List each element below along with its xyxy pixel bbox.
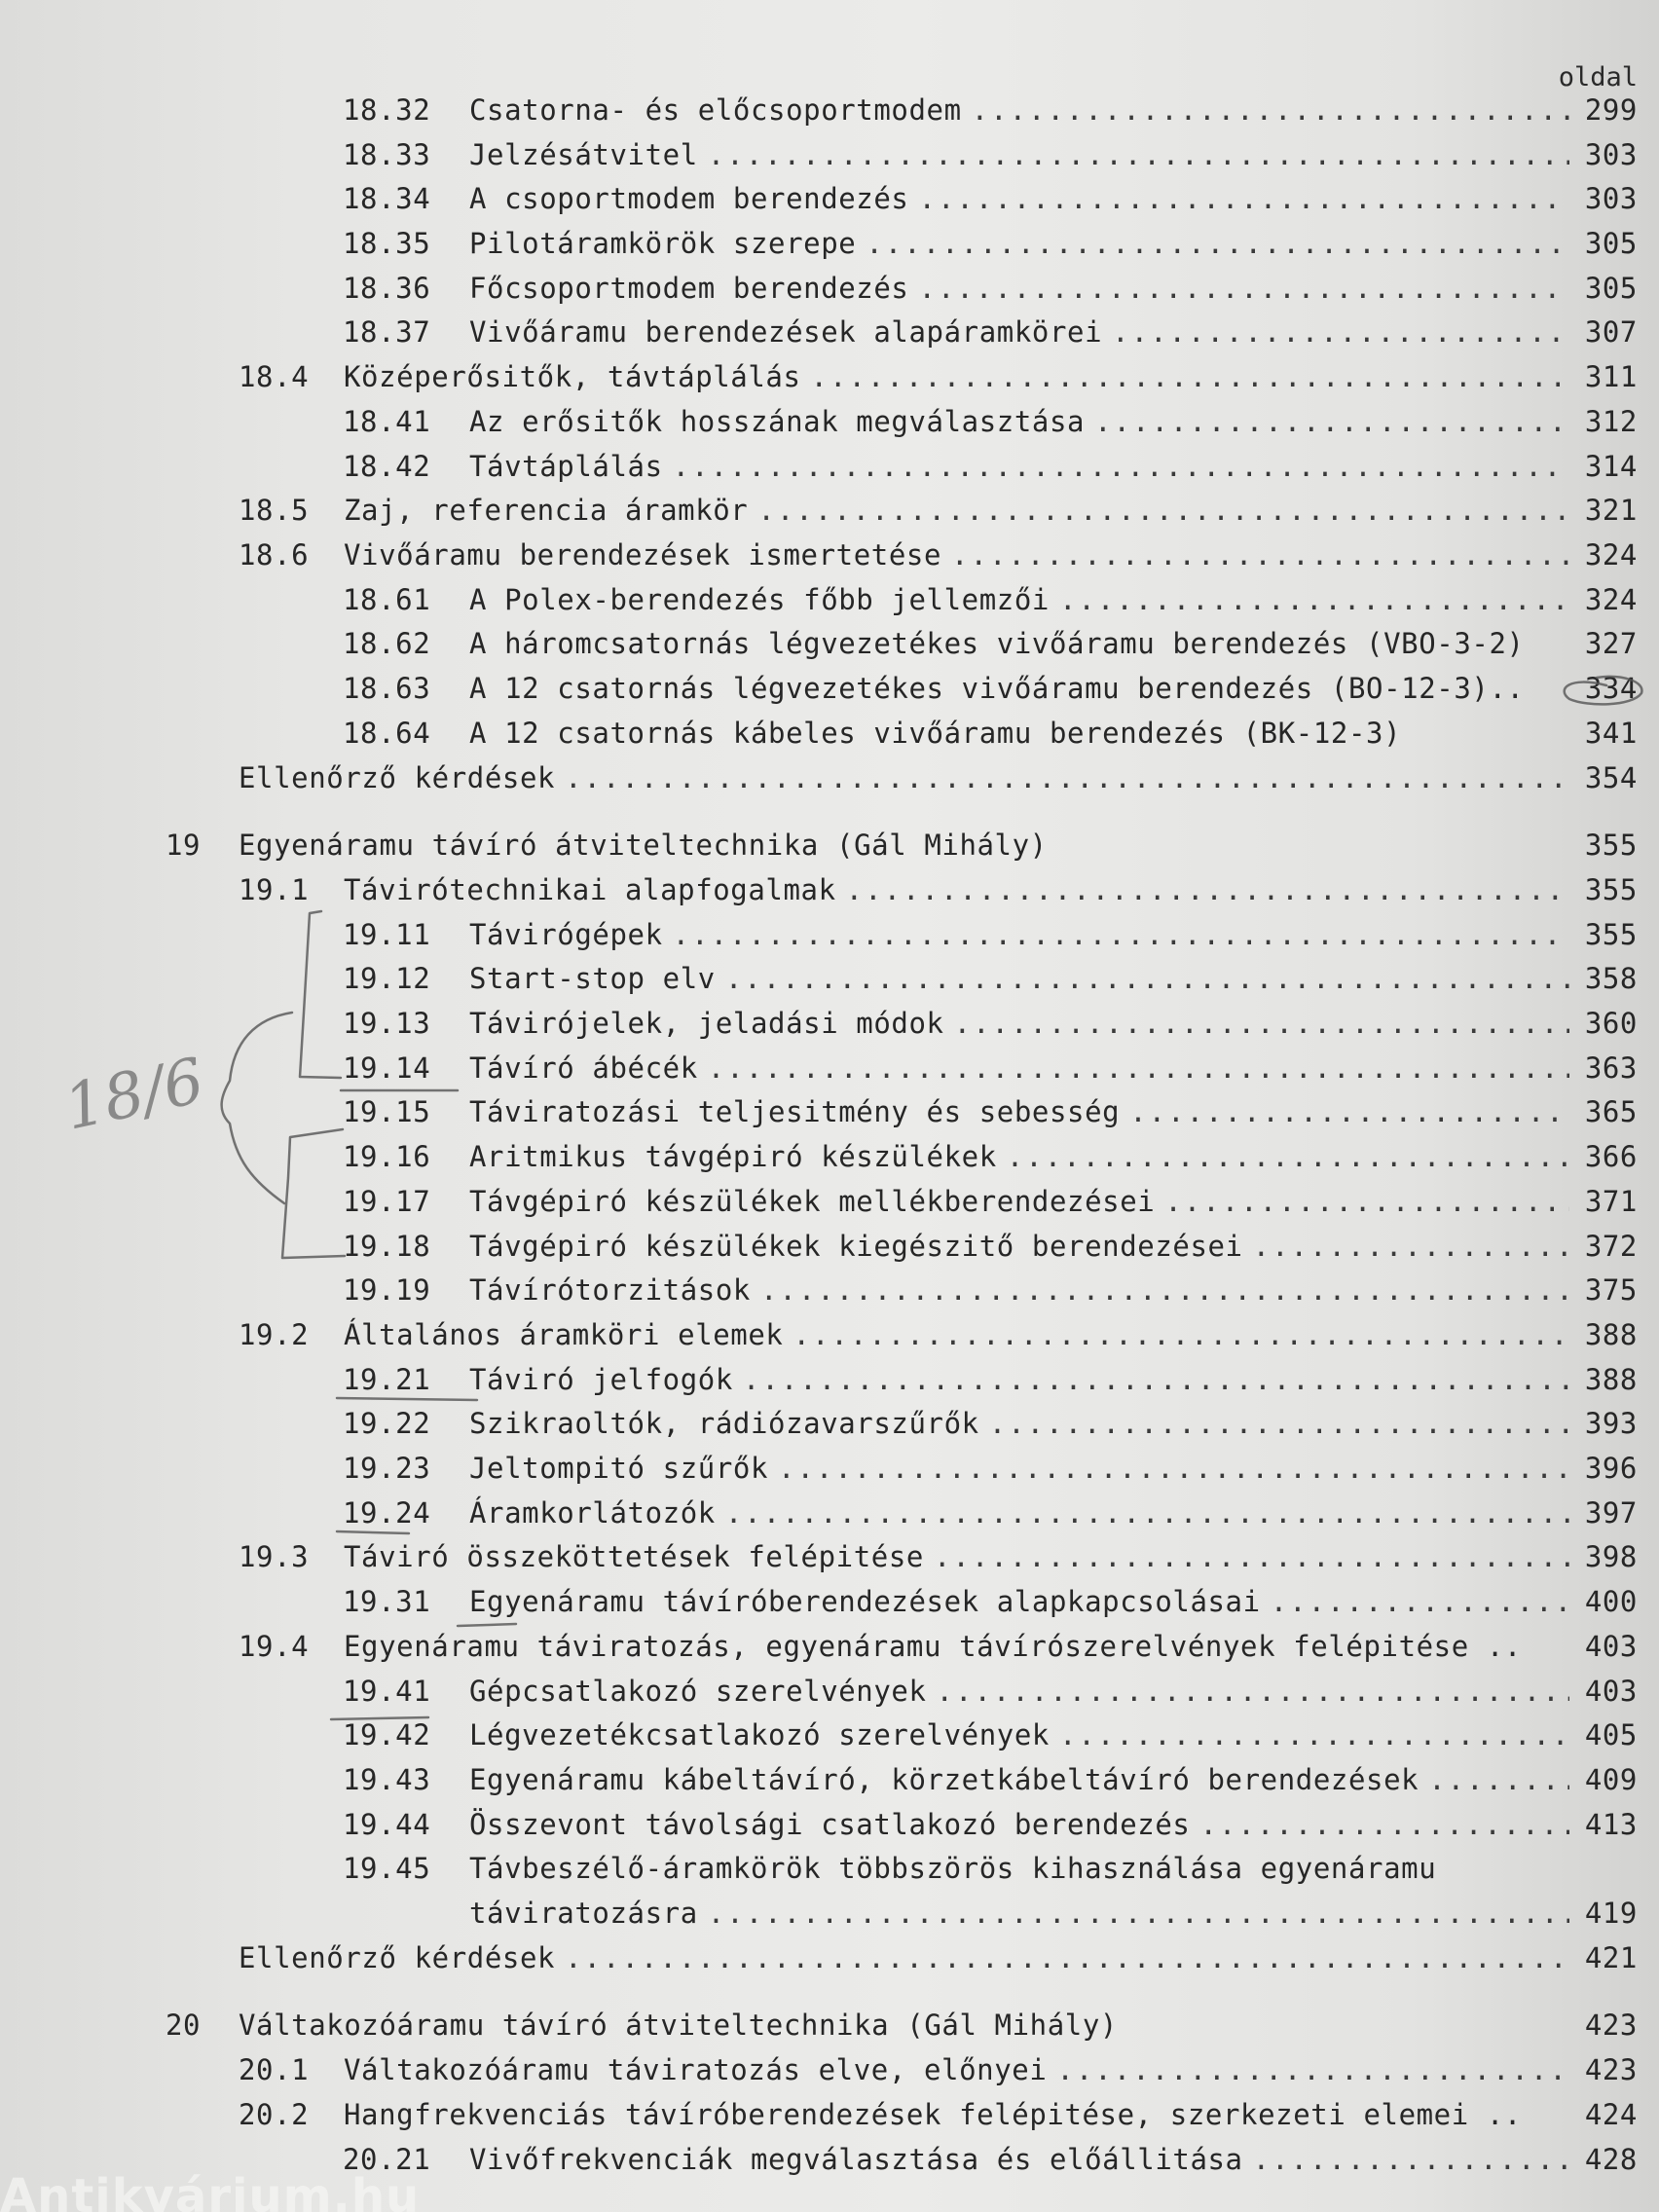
toc-entry-page: 305: [1584, 272, 1638, 305]
toc-entry-title: Egyenáramu távíró átviteltechnika (Gál Mihály): [239, 829, 1048, 862]
toc-entry-number: 19.19: [343, 1273, 431, 1307]
toc-entry-page: 324: [1584, 583, 1638, 616]
circle-mark: [1565, 677, 1642, 704]
toc-entry-number: 19.2: [239, 1318, 310, 1351]
toc-entry-title: Vivőáramu berendezések alapáramkörei: [469, 315, 1103, 349]
toc-entry-title: Légvezetékcsatlakozó szerelvények: [469, 1718, 1050, 1751]
toc-entry-page: 388: [1584, 1318, 1638, 1351]
toc-entry-number: 20.1: [239, 2053, 310, 2086]
toc-entry-title: Egyenáramu távíróberendezések alapkapcsolásai: [469, 1585, 1261, 1618]
toc-entry-page: 354: [1584, 761, 1638, 794]
toc-entry-title: Távirójelek, jeladási módok: [469, 1007, 944, 1040]
toc-entry-number: 18.5: [239, 494, 310, 527]
toc-entry-number: 19.31: [343, 1585, 431, 1618]
toc-entry-title: Gépcsatlakozó szerelvények: [469, 1675, 927, 1708]
toc-entry-title: Táviró összeköttetések felépitése: [344, 1540, 924, 1573]
toc-entry-title: A háromcsatornás légvezetékes vivőáramu berendezés (VBO-3-2): [469, 627, 1525, 660]
toc-entry-title: Ellenőrző kérdések: [239, 1941, 556, 1974]
toc-entry-number: 20.2: [239, 2098, 310, 2131]
toc-entry-page: 405: [1584, 1718, 1638, 1751]
toc-entry-title: Vivőáramu berendezések ismertetése: [344, 538, 942, 571]
toc-entry-page: 358: [1584, 962, 1638, 995]
toc-entry-number: 18.6: [239, 538, 310, 571]
toc-entry-title: A csoportmodem berendezés: [469, 182, 909, 215]
toc-entry-page: 398: [1584, 1540, 1638, 1573]
toc-entry-title: Középerősitők, távtáplálás: [344, 360, 801, 393]
toc-entry-page: 363: [1584, 1051, 1638, 1085]
toc-entry-title: Csatorna- és előcsoportmodem: [469, 93, 962, 127]
toc-entry-page: 303: [1584, 138, 1638, 171]
toc-entry-page: 334: [1584, 672, 1638, 705]
toc-entry-page: 307: [1584, 315, 1638, 349]
toc-entry-page: 314: [1584, 450, 1638, 483]
toc-entry-title: Váltakozóáramu távíró átviteltechnika (Gál Mihály): [239, 2009, 1118, 2042]
toc-entry-page: 303: [1584, 182, 1638, 215]
toc-entry-number: 19.24: [343, 1496, 431, 1530]
toc-entry-number: 19.3: [239, 1540, 310, 1573]
toc-entry-page: 371: [1584, 1185, 1638, 1218]
toc-entry-page: 312: [1584, 405, 1638, 438]
toc-entry-page: 355: [1584, 829, 1638, 862]
toc-entry-number: 19.13: [343, 1007, 431, 1040]
toc-entry-number: 19.1: [239, 873, 310, 906]
toc-entry-page: 409: [1584, 1763, 1638, 1796]
toc-entry-number: 20: [166, 2009, 202, 2042]
toc-entry-title: Távirótechnikai alapfogalmak: [344, 873, 836, 906]
toc-entry-page: 403: [1584, 1675, 1638, 1708]
toc-entry-title: Egyenáramu táviratozás, egyenáramu távírószerelvények felépitése ..: [344, 1630, 1522, 1663]
toc-entry-page: 324: [1584, 538, 1638, 571]
toc-entry-page: 321: [1584, 494, 1638, 527]
toc-entry-page: 341: [1584, 717, 1638, 750]
underline-mark: [337, 1398, 477, 1400]
toc-entry-page: 305: [1584, 227, 1638, 260]
toc-entry-number: 18.64: [343, 717, 431, 750]
toc-entry-title: A 12 csatornás légvezetékes vivőáramu berendezés (BO-12-3)..: [469, 672, 1525, 705]
toc-entry-page: 327: [1584, 627, 1638, 660]
toc-entry-title: Ellenőrző kérdések: [239, 761, 556, 794]
toc-entry-page: 423: [1584, 2009, 1638, 2042]
toc-entry-page: 365: [1584, 1095, 1638, 1128]
toc-entry-title: Vivőfrekvenciák megválasztása és előállitása: [469, 2143, 1243, 2176]
toc-entry-number: 18.42: [343, 450, 431, 483]
toc-entry-title: Váltakozóáramu táviratozás elve, előnyei: [344, 2053, 1048, 2086]
toc-entry-number: 19.45: [343, 1852, 431, 1885]
toc-entry-number: 18.36: [343, 272, 431, 305]
toc-entry-number: 18.61: [343, 583, 431, 616]
toc-entry-number: 18.34: [343, 182, 431, 215]
toc-entry-number: 19.41: [343, 1675, 431, 1708]
toc-entry-title: Távtáplálás: [469, 450, 663, 483]
toc-entry-number: 18.33: [343, 138, 431, 171]
toc-entry-number: 19.42: [343, 1718, 431, 1751]
toc-entry-page: 423: [1584, 2053, 1638, 2086]
toc-entry-number: 18.35: [343, 227, 431, 260]
toc-entry-title: Hangfrekvenciás távíróberendezések felépitése, szerkezeti elemei ..: [344, 2098, 1522, 2131]
toc-entry-title: Szikraoltók, rádiózavarszűrők: [469, 1407, 979, 1440]
watermark-text: Antikvárium.hu: [0, 2169, 421, 2212]
margin-note: 18/6: [57, 1045, 210, 1145]
toc-entry-page: 396: [1584, 1452, 1638, 1485]
toc-entry-number: 19.4: [239, 1630, 310, 1663]
toc-entry-title: táviratozásra: [469, 1897, 698, 1930]
toc-entry-number: 19.22: [343, 1407, 431, 1440]
toc-entry-title: Távirógépek: [469, 918, 663, 951]
bracket-mark: [282, 1129, 345, 1258]
toc-entry-title: Jeltompitó szűrők: [469, 1452, 769, 1485]
toc-entry-title: Aritmikus távgépiró készülékek: [469, 1140, 997, 1173]
toc-entry-title: Távírótorzitások: [469, 1273, 751, 1307]
toc-entry-page: 428: [1584, 2143, 1638, 2176]
toc-entry-page: 400: [1584, 1585, 1638, 1618]
toc-entry-title: Általános áramköri elemek: [344, 1318, 784, 1351]
toc-entry-page: 299: [1584, 93, 1638, 127]
toc-entry-page: 366: [1584, 1140, 1638, 1173]
toc-entry-page: 355: [1584, 873, 1638, 906]
underline-mark: [337, 1531, 409, 1533]
page-column-label: oldal: [1558, 62, 1638, 92]
toc-entry-page: 372: [1584, 1230, 1638, 1263]
toc-entry-page: 424: [1584, 2098, 1638, 2131]
underline-mark: [458, 1624, 516, 1626]
toc-entry-title: Az erősitők hosszának megválasztása: [469, 405, 1086, 438]
toc-entry-title: Távíró ábécék: [469, 1051, 698, 1085]
toc-entry-number: 18.37: [343, 315, 431, 349]
toc-entry-number: 20.21: [343, 2143, 431, 2176]
toc-entry-number: 19.18: [343, 1230, 431, 1263]
brace-mark: [222, 1013, 292, 1203]
toc-entry-number: 19.15: [343, 1095, 431, 1128]
toc-entry-number: 19.11: [343, 918, 431, 951]
toc-entry-title: Áramkorlátozók: [469, 1496, 716, 1530]
toc-entry-number: 18.63: [343, 672, 431, 705]
toc-entry-title: Start-stop elv: [469, 962, 716, 995]
toc-entry-number: 18.62: [343, 627, 431, 660]
toc-entry-number: 19.12: [343, 962, 431, 995]
toc-entry-page: 419: [1584, 1897, 1638, 1930]
toc-entry-number: 19.44: [343, 1808, 431, 1841]
toc-entry-number: 19.43: [343, 1763, 431, 1796]
toc-entry-title: A Polex-berendezés főbb jellemzői: [469, 583, 1050, 616]
toc-entry-number: 19.16: [343, 1140, 431, 1173]
toc-entry-page: 388: [1584, 1363, 1638, 1396]
toc-entry-number: 18.41: [343, 405, 431, 438]
underline-mark: [331, 1717, 428, 1719]
toc-entry-number: 19: [166, 829, 202, 862]
toc-entry-title: Távbeszélő-áramkörök többszörös kihasználása egyenáramu: [469, 1852, 1437, 1885]
toc-entry-title: Táviratozási teljesitmény és sebesség: [469, 1095, 1121, 1128]
toc-entry-page: 355: [1584, 918, 1638, 951]
toc-entry-number: 19.23: [343, 1452, 431, 1485]
toc-entry-number: 18.32: [343, 93, 431, 127]
toc-entry-page: 397: [1584, 1496, 1638, 1530]
toc-entry-title: Táviró jelfogók: [469, 1363, 733, 1396]
toc-entry-number: 19.21: [343, 1363, 431, 1396]
toc-entry-title: Összevont távolsági csatlakozó berendezés: [469, 1808, 1191, 1841]
toc-entry-title: Távgépiró készülékek kiegészitő berendezései: [469, 1230, 1243, 1263]
toc-entry-title: Zaj, referencia áramkör: [344, 494, 749, 527]
toc-entry-page: 413: [1584, 1808, 1638, 1841]
toc-entry-title: Távgépiró készülékek mellékberendezései: [469, 1185, 1156, 1218]
toc-entry-title: Egyenáramu kábeltávíró, körzetkábeltávíró berendezések: [469, 1763, 1419, 1796]
toc-entry-page: 403: [1584, 1630, 1638, 1663]
toc-entry-number: 19.14: [343, 1051, 431, 1085]
toc-entry-title: A 12 csatornás kábeles vivőáramu berendezés (BK-12-3): [469, 717, 1402, 750]
toc-entry-title: Pilotáramkörök szerepe: [469, 227, 857, 260]
toc-entry-title: Főcsoportmodem berendezés: [469, 272, 909, 305]
toc-entry-page: 360: [1584, 1007, 1638, 1040]
toc-entry-page: 421: [1584, 1941, 1638, 1974]
toc-entry-page: 375: [1584, 1273, 1638, 1307]
toc-entry-number: 19.17: [343, 1185, 431, 1218]
bracket-mark: [300, 911, 341, 1078]
toc-entry-page: 393: [1584, 1407, 1638, 1440]
toc-entry-page: 311: [1584, 360, 1638, 393]
toc-entry-title: Jelzésátvitel: [469, 138, 698, 171]
toc-entry-number: 18.4: [239, 360, 310, 393]
